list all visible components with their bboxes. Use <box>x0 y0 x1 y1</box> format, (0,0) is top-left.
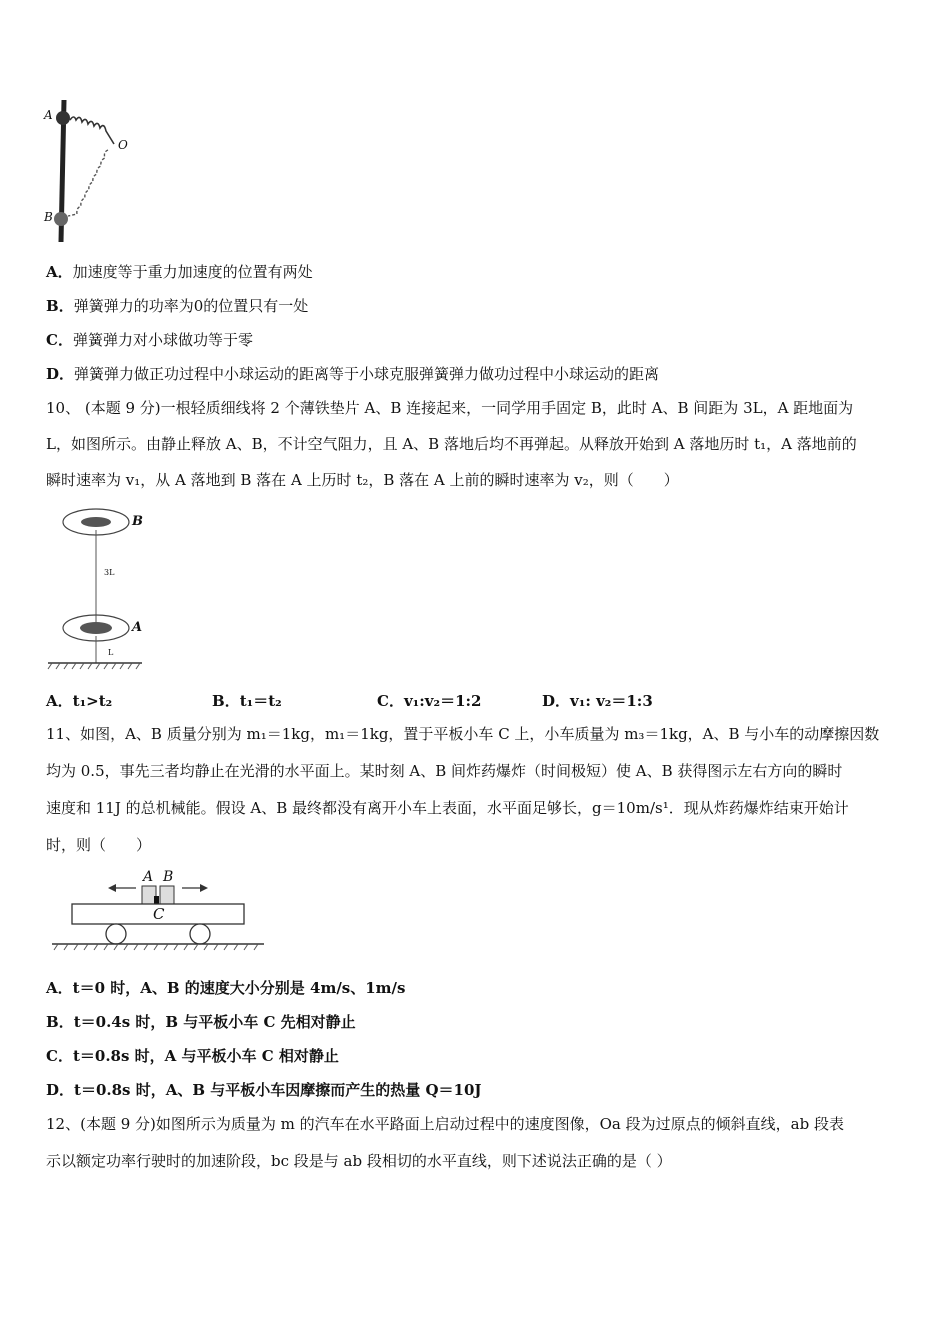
option-key: B <box>212 692 225 710</box>
floor-hatch <box>54 944 258 950</box>
q11-stem-line3: 速度和 11J 的总机械能。假设 A、B 最终都没有离开小车上表面，水平面足够长，g＝10m/s¹．现从炸药爆炸结束开始计 <box>46 799 849 817</box>
option-text: v₁: v₂＝1:3 <box>570 692 653 710</box>
option-text: 弹簧弹力做正功过程中小球运动的距离等于小球克服弹簧弹力做功过程中小球运动的距离 <box>74 365 660 383</box>
option-key: B <box>46 1013 59 1031</box>
option-key: A <box>46 263 58 281</box>
q11-option-c: C．t＝0.8s 时，A 与平板小车 C 相对静止 <box>46 1047 339 1065</box>
option-text: t＝0 时，A、B 的速度大小分别是 4m/s、1m/s <box>72 979 406 997</box>
option-key: C <box>46 1047 58 1065</box>
option-text: t＝0.4s 时，B 与平板小车 C 先相对静止 <box>73 1013 356 1031</box>
q10-option-a: A．t₁>t₂ <box>46 692 113 710</box>
q11-stem-line4: 时，则（ ） <box>46 836 152 854</box>
q12-stem-line2: 示以额定功率行驶时的加速阶段，bc 段是与 ab 段相切的水平直线，则下述说法正确的是（ ） <box>46 1152 672 1170</box>
label-a: A <box>44 108 53 122</box>
spring-at-a <box>70 117 114 144</box>
label-o: O <box>118 138 128 152</box>
option-key: D <box>542 692 556 710</box>
option-text: t₁＝t₂ <box>239 692 282 710</box>
explosive <box>154 896 159 904</box>
label-l: L <box>108 648 114 657</box>
q11-stem-line2: 均为 0.5，事先三者均静止在光滑的水平面上。某时刻 A、B 间炸药爆炸（时间极短）使 A、B 获得图示左右方向的瞬时 <box>46 762 843 780</box>
option-key: D <box>46 1081 60 1099</box>
q10-option-b: B．t₁＝t₂ <box>212 692 282 710</box>
q11-option-b: B．t＝0.4s 时，B 与平板小车 C 先相对静止 <box>46 1013 356 1031</box>
option-text: t＝0.8s 时，A 与平板小车 C 相对静止 <box>72 1047 339 1065</box>
q11-figure <box>50 866 270 958</box>
q10-option-d: D．v₁: v₂＝1:3 <box>542 692 653 710</box>
washer-b-core <box>81 517 111 527</box>
q9-option-d: D．弹簧弹力做正功过程中小球运动的距离等于小球克服弹簧弹力做功过程中小球运动的距离 <box>46 365 660 383</box>
q11-option-a: A．t＝0 时，A、B 的速度大小分别是 4m/s、1m/s <box>46 979 406 997</box>
q9-option-a: A．加速度等于重力加速度的位置有两处 <box>46 263 313 281</box>
q10-stem-line3: 瞬时速率为 v₁，从 A 落地到 B 落在 A 上历时 t₂，B 落在 A 上前的瞬时速率为 v₂，则（ ） <box>46 471 679 489</box>
label-c: C <box>153 905 165 923</box>
option-text: 加速度等于重力加速度的位置有两处 <box>72 263 313 281</box>
q9-figure <box>44 98 134 246</box>
option-text: 弹簧弹力的功率为0的位置只有一处 <box>73 297 309 315</box>
ball-a <box>56 111 70 125</box>
wheel-left <box>106 924 126 944</box>
q10-stem-line2: L，如图所示。由静止释放 A、B，不计空气阻力，且 A、B 落地后均不再弹起。从释放开始到 A 落地历时 t₁，A 落地前的 <box>46 435 857 453</box>
arrow-left-head <box>108 884 116 892</box>
option-text: 弹簧弹力对小球做功等于零 <box>72 331 253 349</box>
spring-at-b-dashed <box>68 150 108 216</box>
wheel-right <box>190 924 210 944</box>
block-b <box>160 886 174 904</box>
q11-option-d: D．t＝0.8s 时，A、B 与平板小车因摩擦而产生的热量 Q＝10J <box>46 1081 482 1099</box>
q11-stem-line1: 11、如图，A、B 质量分别为 m₁＝1kg，m₁＝1kg，置于平板小车 C 上，小车质量为 m₃＝1kg，A、B 与小车的动摩擦因数 <box>46 725 880 743</box>
option-key: A <box>46 692 58 710</box>
option-text: v₁:v₂＝1:2 <box>403 692 482 710</box>
block-a <box>142 886 156 904</box>
label-b: B <box>44 210 53 224</box>
option-text: t＝0.8s 时，A、B 与平板小车因摩擦而产生的热量 Q＝10J <box>74 1081 482 1099</box>
q10-options <box>46 690 906 710</box>
q9-option-c: C．弹簧弹力对小球做功等于零 <box>46 331 253 349</box>
option-text: t₁>t₂ <box>72 692 113 710</box>
q10-option-c: C．v₁:v₂＝1:2 <box>377 692 482 710</box>
option-key: A <box>46 979 58 997</box>
label-3l: 3L <box>104 568 115 577</box>
ground-hatch <box>48 663 140 669</box>
q10-figure-svg <box>46 506 156 674</box>
q9-figure-svg <box>44 98 134 246</box>
washer-a-core <box>80 622 112 634</box>
label-a: A <box>132 620 143 635</box>
ball-b <box>54 212 68 226</box>
label-a: A <box>143 869 154 885</box>
label-b: B <box>132 514 143 529</box>
q10-figure <box>46 506 156 674</box>
option-key: B <box>46 297 59 315</box>
arrow-right-head <box>200 884 208 892</box>
option-key: D <box>46 365 60 383</box>
q12-stem-line1: 12、(本题 9 分)如图所示为质量为 m 的汽车在水平路面上启动过程中的速度图像，Oa 段为过原点的倾斜直线，ab 段表 <box>46 1115 844 1133</box>
option-key: C <box>377 692 389 710</box>
q10-stem-line1: 10、 (本题 9 分)一根轻质细线将 2 个薄铁垫片 A、B 连接起来，一同学用手固定 B，此时 A、B 间距为 3L，A 距地面为 <box>46 399 854 417</box>
q9-option-b: B．弹簧弹力的功率为0的位置只有一处 <box>46 297 309 315</box>
label-b: B <box>163 869 174 885</box>
option-key: C <box>46 331 58 349</box>
